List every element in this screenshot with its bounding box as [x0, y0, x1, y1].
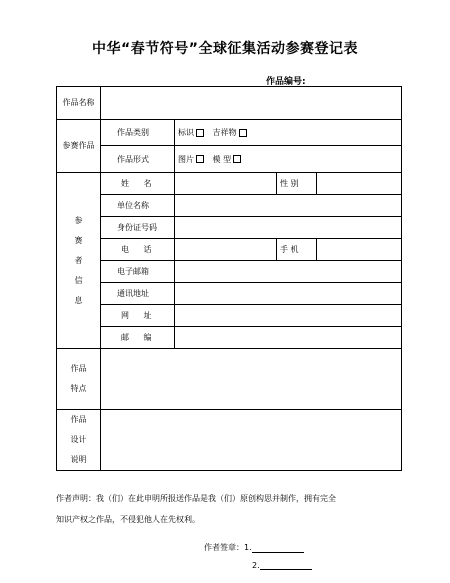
logo-checkbox[interactable]	[196, 129, 204, 137]
name-value[interactable]	[175, 173, 277, 195]
postcode-row	[57, 327, 402, 349]
address-label: 通讯地址	[101, 283, 175, 305]
signature-blank-2[interactable]	[260, 561, 312, 570]
gender-label: 性 别	[277, 173, 317, 195]
features-value[interactable]	[101, 349, 402, 410]
registration-table	[56, 86, 402, 471]
employer-label: 单位名称	[101, 195, 175, 217]
work-form-options	[175, 146, 402, 173]
website-value[interactable]	[175, 305, 402, 327]
features-label: 作品 特点	[57, 349, 101, 410]
employer-value[interactable]	[175, 195, 402, 217]
phone-row	[57, 239, 402, 261]
signature-number-2: 2.	[252, 561, 260, 570]
email-value[interactable]	[175, 261, 402, 283]
signature-line-1	[204, 542, 304, 553]
name-row	[57, 173, 402, 195]
form-title: 中华“春节符号”全球征集活动参赛登记表	[92, 41, 358, 57]
mobile-label: 手 机	[277, 239, 317, 261]
work-category-label: 作品类别	[101, 120, 175, 146]
postcode-value[interactable]	[175, 327, 402, 349]
design-desc-label: 作品 设计 说明	[57, 410, 101, 471]
work-name-value[interactable]	[101, 87, 402, 120]
id-number-label: 身份证号码	[101, 217, 175, 239]
address-value[interactable]	[175, 283, 402, 305]
name-label: 姓 名	[101, 173, 175, 195]
phone-value[interactable]	[175, 239, 277, 261]
entry-work-label: 参赛作品	[57, 120, 101, 173]
author-declaration	[56, 488, 406, 530]
gender-value[interactable]	[317, 173, 402, 195]
phone-label: 电 话	[101, 239, 175, 261]
form-option-image: 图片	[178, 154, 194, 164]
signature-line-2	[252, 561, 312, 570]
declaration-line-1: 作者声明：我（们）在此申明所报送作品是我（们）原创构思并制作，拥有完全	[56, 494, 336, 503]
postcode-label: 邮 编	[101, 327, 175, 349]
form-option-model: 模 型	[212, 154, 232, 164]
work-number-label: 作品编号:	[266, 77, 306, 87]
mascot-checkbox[interactable]	[239, 129, 247, 137]
email-label: 电子邮箱	[101, 261, 175, 283]
website-label: 网 址	[101, 305, 175, 327]
work-form-label: 作品形式	[101, 146, 175, 173]
work-category-row	[57, 120, 402, 146]
work-category-options	[175, 120, 402, 146]
category-option-logo: 标识	[178, 128, 194, 137]
signature-label: 作者签章：	[204, 543, 244, 552]
mobile-value[interactable]	[317, 239, 402, 261]
category-option-mascot: 吉祥物	[212, 128, 237, 137]
id-number-value[interactable]	[175, 217, 402, 239]
work-form-row	[57, 146, 402, 173]
features-row	[57, 349, 402, 410]
participant-info-label: 参 赛 者 信 息	[57, 173, 101, 349]
signature-number-1: 1.	[244, 543, 252, 552]
id-row	[57, 217, 402, 239]
model-checkbox[interactable]	[233, 155, 241, 163]
email-row	[57, 261, 402, 283]
work-name-row	[57, 87, 402, 120]
employer-row	[57, 195, 402, 217]
address-row	[57, 283, 402, 305]
declaration-line-2: 知识产权之作品，不侵犯他人在先权利。	[56, 515, 200, 524]
website-row	[57, 305, 402, 327]
image-checkbox[interactable]	[196, 155, 204, 163]
design-desc-value[interactable]	[101, 410, 402, 471]
work-name-label: 作品名称	[57, 87, 101, 120]
signature-blank-1[interactable]	[252, 544, 304, 553]
design-desc-row	[57, 410, 402, 471]
